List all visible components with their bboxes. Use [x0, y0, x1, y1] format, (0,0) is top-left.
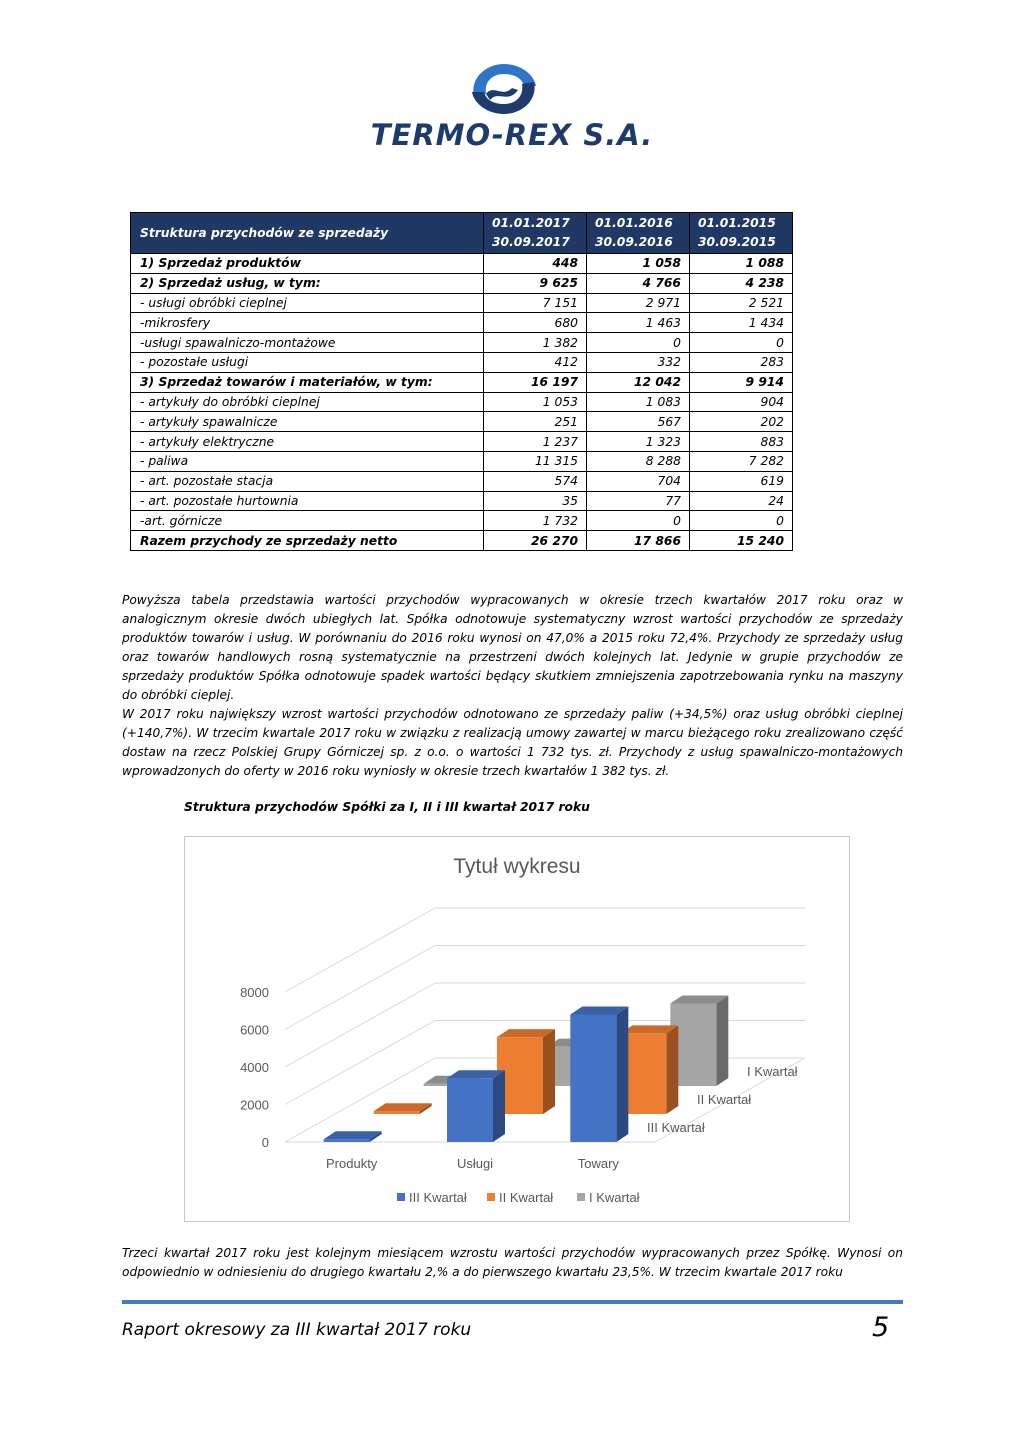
bar [374, 1111, 420, 1114]
page-number: 5 [872, 1312, 890, 1343]
value-2015: 0 [690, 333, 793, 353]
table-header-period-2016: 01.01.2016 30.09.2016 [587, 213, 690, 254]
value-2017: 1 732 [484, 511, 587, 531]
y-tick-label: 0 [261, 1135, 269, 1150]
value-2015: 904 [690, 392, 793, 412]
table-row [131, 372, 793, 392]
row-label: -usługi spawalniczo-montażowe [131, 333, 484, 353]
paragraph-table-summary: Powyższa tabela przedstawia wartości przychodów wypracowanych w okresie trzech kwartałów 2017 roku oraz w analogicznym okresie dwóch ubiegłych lat. Spółka odnotowuje systematyczny wzrost wartości przychodów ze sprzedaży produktów towarów i usług. W porównaniu do 2016 roku wynosi on 47,0% a 2015 roku 72,4%. Przychody ze sprzedaży usług oraz towarów handlowych rosną systematycznie na przestrzeni dwóch kolejnych lat. Jedynie w grupie przychodów ze sprzedaży produktów Spółka odnotowuje spadek wartości będący skutkiem zmniejszenia zapotrzebowania rynku na maszyny do obróbki cieplej. [122, 593, 903, 702]
company-name: TERMO-REX S.A. [370, 118, 654, 152]
value-2015: 283 [690, 352, 793, 372]
revenue-chart [184, 836, 850, 1222]
row-label: 1) Sprzedaż produktów [131, 254, 484, 274]
series-depth-label: III Kwartał [647, 1120, 705, 1135]
bar [570, 1015, 616, 1143]
value-2016: 4 766 [587, 273, 690, 293]
value-2015: 883 [690, 432, 793, 452]
bar-side [493, 1070, 505, 1142]
value-2015: 15 240 [690, 531, 793, 551]
value-2016: 17 866 [587, 531, 690, 551]
value-2015: 2 521 [690, 293, 793, 313]
value-2017: 1 237 [484, 432, 587, 452]
series-depth-label: I Kwartał [747, 1064, 798, 1079]
table-header-label: Struktura przychodów ze sprzedaży [131, 213, 484, 254]
paragraph-q3-summary: Trzeci kwartał 2017 roku jest kolejnym miesiącem wzrostu wartości przychodów wypracowanych przez Spółkę. Wynosi on odpowiednio w odniesieniu do drugiego kwartału 2,% a do pierwszego kwartału 23,5%. W trzecim kwartale 2017 roku [122, 1246, 903, 1279]
value-2015: 7 282 [690, 451, 793, 471]
value-2015: 1 088 [690, 254, 793, 274]
value-2016: 77 [587, 491, 690, 511]
value-2015: 1 434 [690, 313, 793, 333]
legend-label: II Kwartał [499, 1190, 554, 1205]
table-header-period-2015: 01.01.2015 30.09.2015 [690, 213, 793, 254]
value-2016: 1 463 [587, 313, 690, 333]
value-2016: 1 323 [587, 432, 690, 452]
row-label: 3) Sprzedaż towarów i materiałów, w tym: [131, 372, 484, 392]
chart-section-title: Struktura przychodów Spółki za I, II i III kwartał 2017 roku [184, 800, 590, 814]
value-2016: 332 [587, 352, 690, 372]
value-2015: 0 [690, 511, 793, 531]
row-label: Razem przychody ze sprzedaży netto [131, 531, 484, 551]
table-row [131, 293, 793, 313]
table-row [131, 352, 793, 372]
table-header-period-2017: 01.01.2017 30.09.2017 [484, 213, 587, 254]
value-2017: 412 [484, 352, 587, 372]
y-tick-label: 2000 [240, 1097, 269, 1113]
value-2017: 680 [484, 313, 587, 333]
value-2015: 202 [690, 412, 793, 432]
row-label: - artykuły elektryczne [131, 432, 484, 452]
legend-swatch [577, 1193, 585, 1201]
row-label: - art. pozostałe hurtownia [131, 491, 484, 511]
gridline-side [285, 983, 435, 1067]
value-2015: 24 [690, 491, 793, 511]
value-2016: 704 [587, 471, 690, 491]
table-row [131, 392, 793, 412]
chart-canvas [185, 837, 849, 1221]
value-2015: 4 238 [690, 273, 793, 293]
value-2016: 567 [587, 412, 690, 432]
footer-rule [122, 1300, 903, 1304]
value-2017: 9 625 [484, 273, 587, 293]
bar-side [616, 1007, 628, 1143]
table-row [131, 471, 793, 491]
chart-title: Tytuł wykresu [453, 855, 581, 878]
table-row [131, 313, 793, 333]
gridline-side [285, 1021, 435, 1105]
table-row [131, 511, 793, 531]
value-2015: 619 [690, 471, 793, 491]
value-2017: 26 270 [484, 531, 587, 551]
value-2017: 1 053 [484, 392, 587, 412]
category-label: Usługi [456, 1156, 494, 1171]
value-2015: 9 914 [690, 372, 793, 392]
paragraph-growth-details: W 2017 roku największy wzrost wartości przychodów odnotowano ze sprzedaży paliw (+34,5%) oraz usług obróbki cieplnej (+140,7%). W trzecim kwartale 2017 roku w związku z realizacją umowy zawartej w marcu bieżącego roku zrealizowano część dostaw na rzecz Polskiej Grupy Górniczej sp. z o.o. o wartości 1 732 tys. zł. Przychody z usług spawalniczo-montażowych wprowadzonych do oferty w 2016 roku wyniosły w okresie trzech kwartałów 1 382 tys. zł. [122, 707, 903, 778]
series-depth-label: II Kwartał [697, 1092, 752, 1107]
row-label: -mikrosfery [131, 313, 484, 333]
logo-swirl-icon [466, 60, 542, 118]
value-2016: 2 971 [587, 293, 690, 313]
y-tick-label: 4000 [240, 1060, 269, 1075]
value-2017: 1 382 [484, 333, 587, 353]
gridline-side [285, 1058, 435, 1142]
bar-side [666, 1025, 678, 1114]
legend-label: I Kwartał [589, 1190, 640, 1205]
value-2016: 0 [587, 511, 690, 531]
legend-swatch [487, 1193, 495, 1201]
y-tick-label: 8000 [240, 985, 269, 1000]
bar-side [543, 1029, 555, 1114]
company-logo [0, 58, 1024, 158]
table-row [131, 531, 793, 551]
table-body [131, 254, 793, 551]
legend-swatch [397, 1193, 405, 1201]
bar-side [716, 996, 728, 1087]
value-2017: 11 315 [484, 451, 587, 471]
bar [447, 1078, 493, 1142]
value-2016: 1 058 [587, 254, 690, 274]
table-row [131, 333, 793, 353]
gridline-side [285, 946, 435, 1030]
row-label: - usługi obróbki cieplnej [131, 293, 484, 313]
table-row [131, 412, 793, 432]
y-tick-label: 6000 [240, 1022, 269, 1038]
value-2017: 7 151 [484, 293, 587, 313]
table-row [131, 451, 793, 471]
table-row [131, 273, 793, 293]
value-2017: 35 [484, 491, 587, 511]
value-2016: 0 [587, 333, 690, 353]
legend-label: III Kwartał [409, 1190, 467, 1205]
row-label: - art. pozostałe stacja [131, 471, 484, 491]
table-row [131, 491, 793, 511]
value-2017: 574 [484, 471, 587, 491]
row-label: - artykuły do obróbki cieplnej [131, 392, 484, 412]
row-label: - artykuły spawalnicze [131, 412, 484, 432]
gridline-side [285, 908, 435, 992]
value-2016: 12 042 [587, 372, 690, 392]
footer-report-title: Raport okresowy za III kwartał 2017 roku [122, 1320, 472, 1340]
row-label: -art. górnicze [131, 511, 484, 531]
revenue-structure-table [130, 212, 793, 551]
value-2017: 251 [484, 412, 587, 432]
row-label: 2) Sprzedaż usług, w tym: [131, 273, 484, 293]
row-label: - pozostałe usługi [131, 352, 484, 372]
bar [324, 1139, 370, 1142]
row-label: - paliwa [131, 451, 484, 471]
table-header-row [131, 213, 793, 254]
table-row [131, 254, 793, 274]
value-2017: 448 [484, 254, 587, 274]
value-2016: 8 288 [587, 451, 690, 471]
category-label: Produkty [326, 1156, 378, 1171]
category-label: Towary [577, 1156, 619, 1171]
table-row [131, 432, 793, 452]
value-2016: 1 083 [587, 392, 690, 412]
value-2017: 16 197 [484, 372, 587, 392]
